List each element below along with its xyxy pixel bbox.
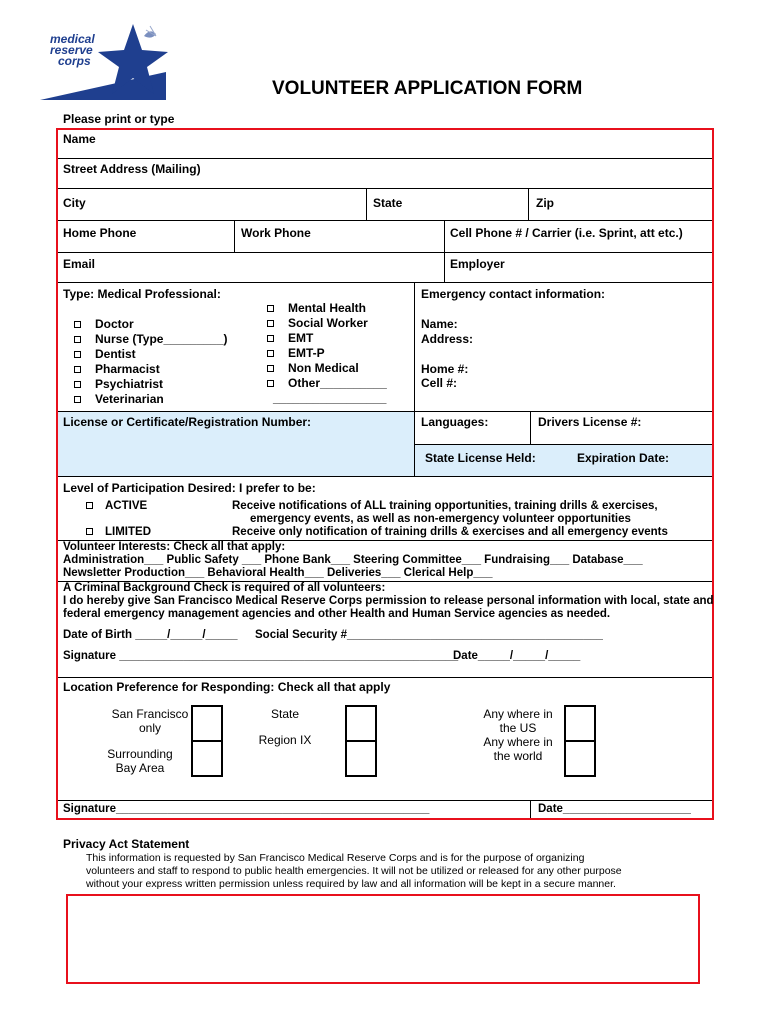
location-signature-field[interactable]: Signature_________________________________________________	[63, 803, 430, 815]
medical-option-mental-health[interactable]: Mental Health	[267, 301, 387, 316]
state-license-held-label: State License Held:	[425, 451, 536, 465]
sf-label-1: San Francisco	[111, 707, 189, 721]
logo-text-line-3: corps	[58, 54, 91, 68]
location-preference-label: Location Preference for Responding: Check all that apply	[63, 680, 391, 694]
employer-label: Employer	[450, 257, 505, 271]
emergency-cell-label: Cell #:	[421, 376, 458, 390]
bay-area-label-1: Surrounding	[107, 747, 173, 761]
zip-label: Zip	[536, 196, 554, 210]
privacy-title: Privacy Act Statement	[63, 837, 190, 851]
emergency-name-label: Name:	[421, 317, 458, 331]
logo-text-line-2: reserve	[50, 43, 93, 57]
privacy-text-3: without your express written permission unless required by law and all information will be kept in a secure manner.	[86, 878, 616, 890]
other-specify-line[interactable]: _________________	[273, 391, 387, 405]
medical-option-nurse[interactable]: Nurse (Type_________)	[74, 332, 228, 347]
bay-area-label-2: Bay Area	[115, 761, 165, 775]
medical-option-dentist[interactable]: Dentist	[74, 347, 228, 362]
us-label-2: the US	[499, 721, 537, 735]
medical-professional-label: Type: Medical Professional:	[63, 287, 221, 301]
location-us-world-checkboxes[interactable]	[564, 705, 596, 777]
privacy-text-2: volunteers and staff to respond to public health emergencies. It will not be utilized or released for any other purpose	[86, 865, 622, 877]
background-consent-1: I do hereby give San Francisco Medical Reserve Corps permission to release personal information with local, state and	[63, 595, 714, 607]
consent-date-field[interactable]: Date_____/_____/_____	[453, 650, 581, 662]
participation-label: Level of Participation Desired: I prefer to be:	[63, 481, 316, 495]
email-label: Email	[63, 257, 96, 271]
interests-line-2[interactable]: Newsletter Production___ Behavioral Health___ Deliveries___ Clerical Help___	[63, 567, 493, 579]
active-description-2: emergency events, as well as non-emergency volunteer opportunities	[250, 513, 631, 525]
world-label-1: Any where in	[483, 735, 553, 749]
form-title: VOLUNTEER APPLICATION FORM	[272, 78, 583, 99]
privacy-text-1: This information is requested by San Francisco Medical Reserve Corps and is for the purpose of organizing	[86, 852, 585, 864]
logo-text-line-1: medical	[50, 32, 95, 46]
world-label-2: the world	[493, 749, 543, 763]
interests-line-1[interactable]: Administration___ Public Safety ___ Phone Bank___ Steering Committee___ Fundraising___ Database___	[63, 554, 643, 566]
limited-option[interactable]: LIMITED	[86, 526, 151, 538]
location-state-region-checkboxes[interactable]	[345, 705, 377, 777]
emergency-address-label: Address:	[421, 332, 474, 346]
name-label: Name	[63, 132, 96, 146]
us-label-1: Any where in	[483, 707, 553, 721]
active-option[interactable]: ACTIVE	[86, 500, 147, 512]
medical-reserve-corps-logo	[38, 22, 168, 102]
medical-option-doctor[interactable]: Doctor	[74, 317, 228, 332]
date-of-birth-field[interactable]: Date of Birth _____/_____/_____	[63, 629, 238, 641]
sf-label-2: only	[138, 721, 161, 735]
region-ix-label: Region IX	[258, 733, 312, 747]
state-location-label: State	[270, 707, 300, 721]
medical-option-other[interactable]: Other__________	[267, 376, 387, 391]
expiration-date-label: Expiration Date:	[577, 451, 670, 465]
work-phone-label: Work Phone	[241, 226, 311, 240]
consent-signature-field[interactable]: Signature _____________________________________________________	[63, 650, 459, 662]
blank-comments-box[interactable]	[66, 894, 700, 984]
emergency-home-label: Home #:	[421, 362, 469, 376]
medical-option-emt[interactable]: EMT	[267, 331, 387, 346]
state-label: State	[373, 196, 403, 210]
medical-option-social-worker[interactable]: Social Worker	[267, 316, 387, 331]
medical-option-psychiatrist[interactable]: Psychiatrist	[74, 377, 228, 392]
background-consent-2: federal emergency management agencies and other Health and Human Service agencies as needed.	[63, 608, 611, 620]
languages-label: Languages:	[421, 415, 489, 429]
medical-option-pharmacist[interactable]: Pharmacist	[74, 362, 228, 377]
medical-option-veterinarian[interactable]: Veterinarian	[74, 392, 228, 407]
interests-label: Volunteer Interests: Check all that apply:	[63, 541, 286, 553]
location-date-field[interactable]: Date____________________	[538, 803, 691, 815]
street-address-label: Street Address (Mailing)	[63, 162, 201, 176]
cell-phone-label: Cell Phone # / Carrier (i.e. Sprint, att etc.)	[450, 226, 683, 240]
license-number-label: License or Certificate/Registration Number:	[63, 415, 312, 429]
drivers-license-label: Drivers License #:	[538, 415, 642, 429]
instruction-text: Please print or type	[63, 112, 175, 126]
home-phone-label: Home Phone	[63, 226, 137, 240]
background-check-label: A Criminal Background Check is required of all volunteers:	[63, 582, 386, 594]
medical-option-emt-p[interactable]: EMT-P	[267, 346, 387, 361]
emergency-contact-label: Emergency contact information:	[421, 287, 606, 301]
social-security-field[interactable]: Social Security #________________________________________	[255, 629, 603, 641]
location-sf-bayarea-checkboxes[interactable]	[191, 705, 223, 777]
limited-description: Receive only notification of training drills & exercises and all emergency events	[232, 526, 668, 538]
active-description-1: Receive notifications of ALL training opportunities, training drills & exercises,	[232, 500, 658, 512]
city-label: City	[63, 196, 86, 210]
medical-option-non-medical[interactable]: Non Medical	[267, 361, 387, 376]
